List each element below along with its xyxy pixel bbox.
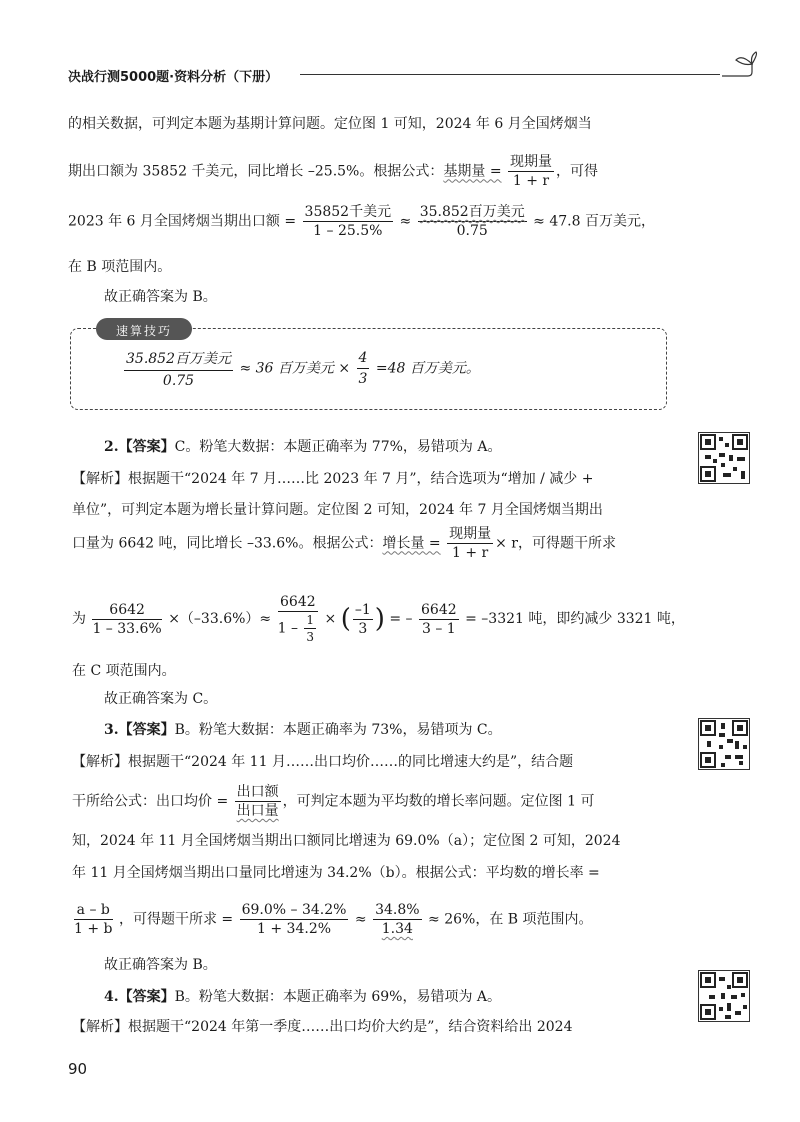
denominator: 0.75 [456,223,488,239]
text: ，可判定本题为平均数的增长率问题。定位图 1 可 [282,793,595,810]
text: ，可得 [556,163,599,180]
denominator: 1 + 34.2% [257,921,332,937]
fraction [124,348,233,389]
q2-line4 [72,595,685,643]
denominator: 3 – 1 [421,620,456,637]
text: B。粉笔大数据：本题正确率为 69%，易错项为 A。 [174,989,502,1005]
numerator: 35.852百万美元 [124,348,233,371]
fraction [278,595,318,643]
tip-label-text: 速算技巧 [115,324,172,338]
text: = – [389,611,413,627]
denominator: 3 [306,630,315,644]
denominator: 1 – 25.5% [313,223,383,239]
numerator: 6642 [92,603,161,620]
fraction [357,350,370,387]
q2-heading [104,440,501,454]
text: × r，可得题干所求 [495,535,616,552]
text: ，可得题干所求 = [118,911,234,928]
text: 1 [361,601,371,618]
p1-line4: 在 B 项范围内。 [68,259,172,275]
text: ≈ [399,213,412,230]
numerator: 6642 [421,601,457,618]
formula-label: 基期量 = [443,163,502,180]
text: 口量为 6642 吨，同比增长 –33.6%。根据公式： [72,535,383,552]
text: ≈ [354,911,367,928]
fraction [303,205,394,238]
qr-code-icon[interactable] [698,432,750,484]
q3-heading [104,723,502,737]
text: B。粉笔大数据：本题正确率为 73%，易错项为 C。 [174,722,502,738]
numerator: a – b [74,903,113,920]
q3-line2 [72,785,594,818]
p1-line3 [68,205,655,238]
q3-line4: 年 11 月全国烤烟当期出口量同比增速为 34.2%（b）。根据公式：平均数的增长率 = [72,865,600,881]
fraction [74,903,113,936]
denominator: 出口量 [236,803,279,819]
q4-heading [104,990,501,1004]
page-number: 90 [68,1060,88,1078]
numerator: 1 [306,613,315,627]
tip-formula [122,348,480,389]
q2-line3 [72,527,616,560]
denominator [278,612,318,643]
p1-line1: 的相关数据，可判定本题为基期计算问题。定位图 1 可知，2024 年 6 月全国烤烟当 [68,116,592,132]
text: 1 – [277,620,298,637]
text: 2023 年 6 月全国烤烟当期出口额 = [68,213,297,230]
numerator: 34.8% [375,902,420,918]
fraction [447,527,493,560]
fraction [353,603,373,636]
text: ×（–33.6%）≈ [168,611,272,627]
fraction [92,603,161,636]
paren: ) [374,604,385,634]
answer-tag: 2.【答案】 [104,439,175,455]
sprout-icon [718,50,760,84]
denominator: 1 + r [512,173,550,189]
denominator: 1 – 33.6% [92,620,162,637]
fraction [419,603,459,636]
q2-line5: 在 C 项范围内。 [72,663,176,679]
numerator: 69.0% – 34.2% [241,902,347,918]
q4-line1: 【解析】根据题干“2024 年第一季度……出口均价大约是”，结合资料给出 2024 [72,1019,573,1035]
running-header: 决战行测5000题·资料分析（下册） [68,70,279,85]
fraction [304,614,316,643]
denominator: 1 + b [74,921,113,937]
numerator: 现期量 [449,526,492,542]
fraction [373,903,421,936]
text: 为 [72,611,86,627]
paren: ( [340,604,351,634]
denominator: 3 [358,371,368,387]
fraction [508,155,554,188]
q3-line3: 知，2024 年 11 月全国烤烟当期出口额同比增速为 69.0%（a）；定位图 2 可知，2024 [72,833,621,849]
q2-line2: 单位”，可判定本题为增长量计算问题。定位图 2 可知，2024 年 7 月全国烤烟当期出 [72,502,603,518]
fraction [235,785,281,818]
numerator: 出口额 [236,784,279,800]
text: C。粉笔大数据：本题正确率为 77%，易错项为 A。 [174,439,502,455]
denominator: 0.75 [162,373,195,389]
qr-code-icon[interactable] [698,718,750,770]
denominator: 3 [358,620,368,637]
answer-tag: 4.【答案】 [104,989,175,1005]
numerator: 35852千美元 [304,204,392,220]
fraction [418,205,527,238]
q3-answer: 故正确答案为 B。 [104,957,217,973]
text: ≈ 47.8 百万美元， [533,213,655,230]
q2-answer: 故正确答案为 C。 [104,691,218,707]
tip-label [96,318,192,340]
text: × [324,611,337,627]
p1-answer: 故正确答案为 B。 [104,289,217,305]
fraction [240,903,349,936]
p1-line2 [68,155,598,188]
header-rule [300,74,720,75]
text: =48 百万美元。 [375,360,480,377]
q2-line1: 【解析】根据题干“2024 年 7 月……比 2023 年 7 月”，结合选项为“增加 / 减少 + [72,471,594,487]
q3-line1: 【解析】根据题干“2024 年 11 月……出口均价……的同比增速大约是”，结合题 [72,754,574,770]
numerator: –1 [354,601,371,618]
numerator: 现期量 [510,154,553,170]
numerator: 4 [357,350,370,369]
numerator: 6642 [278,595,318,612]
denominator: 1 + r [451,545,489,561]
text: 期出口额为 35852 千美元，同比增长 –25.5%。根据公式： [68,163,444,180]
qr-code-icon[interactable] [698,970,750,1022]
text: ≈ 36 百万美元 × [239,360,351,377]
answer-tag: 3.【答案】 [104,722,175,738]
text: = –3321 吨，即约减少 3321 吨， [465,611,685,627]
text: 干所给公式：出口均价 = [72,793,229,810]
numerator: 35.852百万美元 [419,204,525,220]
q3-line5 [72,903,593,936]
text: ≈ 26%，在 B 项范围内。 [428,911,593,928]
denominator: 1.34 [381,921,413,937]
formula-label: 增长量 = [382,535,441,552]
